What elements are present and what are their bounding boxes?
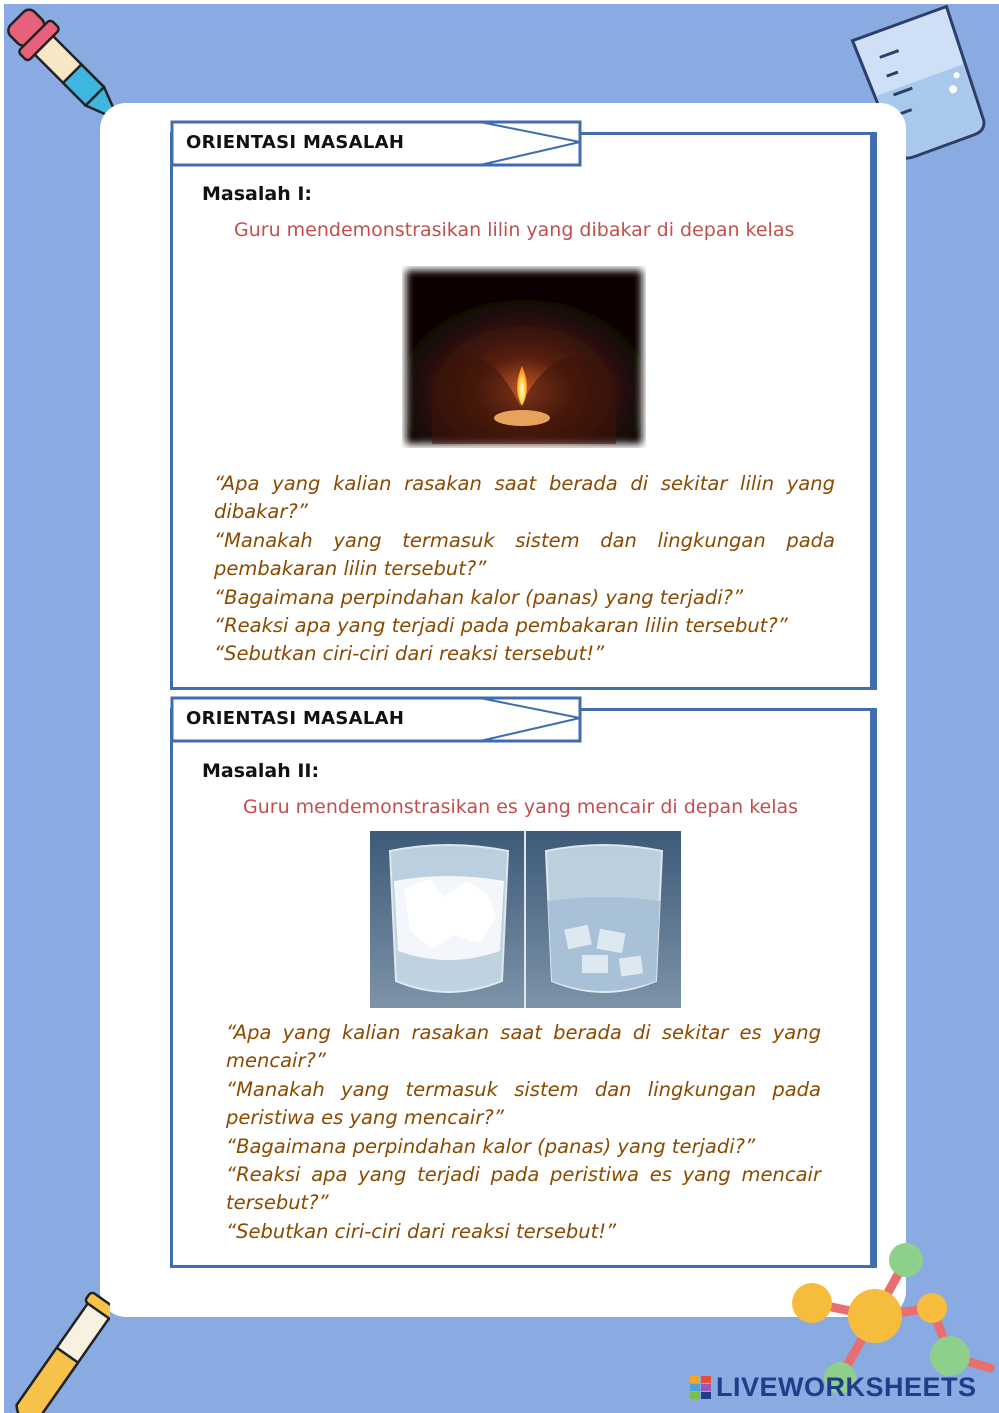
section-tab-2 bbox=[170, 696, 582, 743]
problem-1-heading: Masalah I: bbox=[202, 183, 313, 205]
question-item: “Apa yang kalian rasakan saat berada di sekitar lilin yang dibakar?” bbox=[214, 472, 835, 524]
section-2-tab-label: ORIENTASI MASALAH bbox=[186, 708, 405, 729]
question-item: “Apa yang kalian rasakan saat berada di sekitar es yang mencair?” bbox=[226, 1021, 821, 1073]
problem-1-description: Guru mendemonstrasikan lilin yang dibakar di depan kelas bbox=[234, 219, 795, 241]
problem-2-description: Guru mendemonstrasikan es yang mencair di depan kelas bbox=[243, 796, 799, 818]
question-item: “Manakah yang termasuk sistem dan lingkungan pada pembakaran lilin tersebut?” bbox=[214, 528, 835, 581]
problem-1-questions bbox=[214, 470, 835, 669]
section-tab-1 bbox=[170, 120, 582, 167]
question-item: “Sebutkan ciri-ciri dari reaksi tersebut!” bbox=[214, 642, 605, 666]
problem-2-questions bbox=[226, 1019, 821, 1246]
test-tube-icon bbox=[0, 1290, 110, 1413]
liveworksheets-logo-icon bbox=[690, 1376, 712, 1400]
question-item: “Manakah yang termasuk sistem dan lingkungan pada peristiwa es yang mencair?” bbox=[226, 1077, 821, 1130]
liveworksheets-watermark: LIVEWORKSHEETS bbox=[716, 1372, 977, 1402]
ice-glasses-photo bbox=[370, 831, 681, 1008]
section-1-tab-label: ORIENTASI MASALAH bbox=[186, 132, 405, 153]
problem-2-heading: Masalah II: bbox=[202, 760, 320, 782]
question-item: “Sebutkan ciri-ciri dari reaksi tersebut!” bbox=[226, 1219, 617, 1243]
question-item: “Reaksi apa yang terjadi pada peristiwa es yang mencair tersebut?” bbox=[226, 1163, 821, 1215]
question-item: “Reaksi apa yang terjadi pada pembakaran lilin tersebut?” bbox=[214, 614, 788, 638]
question-item: “Bagaimana perpindahan kalor (panas) yang terjadi?” bbox=[226, 1134, 756, 1158]
question-item: “Bagaimana perpindahan kalor (panas) yang terjadi?” bbox=[214, 585, 744, 609]
candle-photo bbox=[402, 266, 646, 448]
